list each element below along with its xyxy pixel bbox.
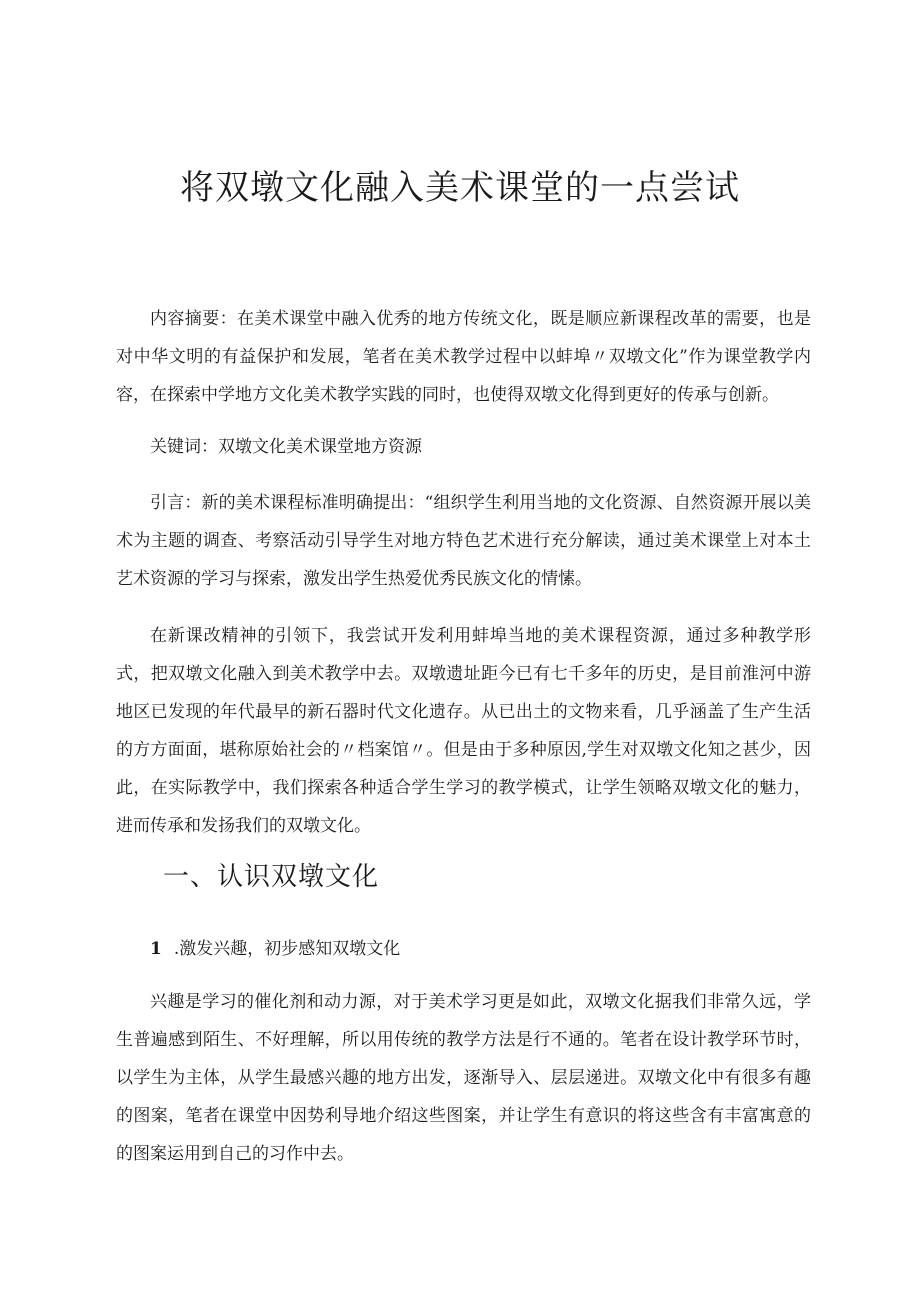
subsection-number: 1 xyxy=(150,939,162,959)
abstract-paragraph: 内容摘要：在美术课堂中融入优秀的地方传统文化，既是顺应新课程改革的需要，也是对中华文明的有益保护和发展，笔者在美术教学过程中以蚌埠〃双墩文化”作为课堂教学内容，在探索中学地方文化美术教学实践的同时，也使得双墩文化得到更好的传承与创新。 xyxy=(116,309,811,405)
keywords-line: 关键词：双墩文化美术课堂地方资源 xyxy=(150,437,422,457)
body-paragraph-1: 在新课改精神的引领下，我尝试开发利用蚌埠当地的美术课程资源，通过多种教学形式，把双墩文化融入到美术教学中去。双墩遗址距今已有七千多年的历史，是目前淮河中游地区已发现的年代最早的新石器时代文化遗存。从已出土的文物来看，几乎涵盖了生产生活的方方面面，堪称原始社会的〃档案馆〃。但是由于多种原因,学生对双墩文化知之甚少，因此，在实际教学中，我们探索各种适合学生学习的教学模式，让学生领略双墩文化的魅力，进而传承和发扬我们的双墩文化。 xyxy=(116,626,811,836)
document-title: 将双墩文化融入美术课堂的一点尝试 xyxy=(180,168,740,208)
body-paragraph-2: 兴趣是学习的催化剂和动力源，对于美术学习更是如此，双墩文化据我们非常久远，学生普遍感到陌生、不好理解，所以用传统的教学方法是行不通的。笔者在设计教学环节时，以学生为主体，从学生最感兴趣的地方出发，逐渐导入、层层递进。双墩文化中有很多有趣的图案，笔者在课堂中因势利导地介绍这些图案，并让学生有意识的将这些含有丰富寓意的的图案运用到自己的习作中去。 xyxy=(116,992,811,1164)
subsection-title: .激发兴趣，初步感知双墩文化 xyxy=(173,939,401,959)
intro-paragraph: 引言：新的美术课程标准明确提出：“组织学生利用当地的文化资源、自然资源开展以美术为主题的调查、考察活动引导学生对地方特色艺术进行充分解读，通过美术课堂上对本土艺术资源的学习与探索，激发出学生热爱优秀民族文化的情愫。 xyxy=(116,493,811,589)
section-heading-1: 一、认识双墩文化 xyxy=(163,862,380,892)
subsection-heading-1 xyxy=(150,930,400,968)
